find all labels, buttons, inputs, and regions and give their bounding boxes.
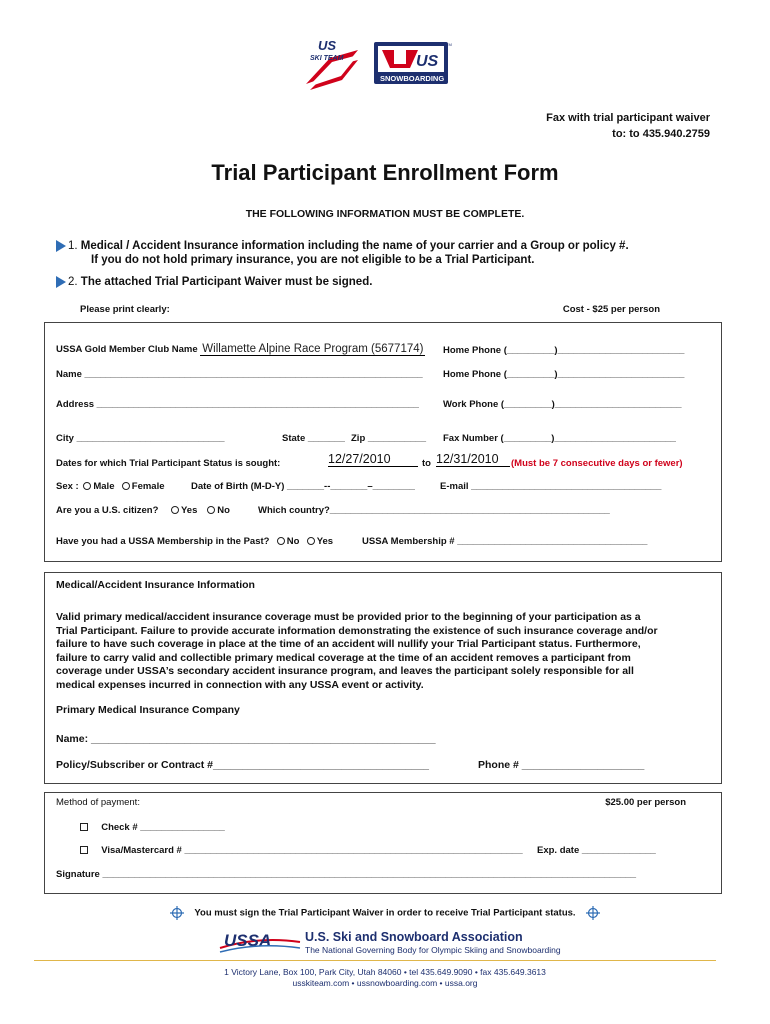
- footer-divider: [34, 960, 716, 961]
- snowboarding-us-text: US: [416, 53, 439, 70]
- footer-tagline: The National Governing Body for Olympic Skiing and Snowboarding: [305, 945, 561, 955]
- requirement-1: [56, 239, 629, 267]
- fax-line-1: Fax with trial participant waiver: [546, 112, 710, 124]
- female-radio[interactable]: [122, 482, 130, 490]
- footer-address: 1 Victory Lane, Box 100, Park City, Utah 84060 • tel 435.649.9090 • fax 435.649.3613: [224, 967, 546, 977]
- visa-checkbox[interactable]: [80, 846, 88, 854]
- insurance-name-field[interactable]: Name: ___________________________________________________________: [56, 733, 436, 745]
- requirement-2: [56, 276, 372, 288]
- insurance-phone-field[interactable]: Phone # _____________________: [478, 759, 645, 771]
- insurance-heading: Medical/Accident Insurance Information: [56, 579, 255, 591]
- citizen-no-radio[interactable]: [207, 506, 215, 514]
- dates-label: Dates for which Trial Participant Status is sought:: [56, 458, 281, 469]
- ussa-logo-text: USSA: [224, 931, 272, 950]
- arrow-icon: [56, 240, 66, 252]
- fax-instructions: [546, 110, 710, 142]
- home-phone-field-2[interactable]: Home Phone (_________)________________________: [443, 369, 685, 380]
- footer-websites: usskiteam.com • ussnowboarding.com • ussa.org: [292, 978, 478, 988]
- must-complete-notice: THE FOLLOWING INFORMATION MUST BE COMPLETE.: [245, 208, 525, 220]
- us-snowboarding-logo: [372, 40, 454, 86]
- date-of-birth-field[interactable]: Date of Birth (M-D-Y) _______--_______–________: [191, 481, 415, 492]
- cost-label: Cost - $25 per person: [562, 304, 660, 315]
- requirement-1-line-1: Medical / Accident Insurance information including the name of your carrier and a Group or policy #.: [80, 240, 629, 252]
- insurance-line-6: medical expenses incurred in connection with any USSA event or activity.: [56, 678, 424, 691]
- zip-field[interactable]: Zip ___________: [351, 433, 427, 444]
- insurance-paragraph: [56, 611, 716, 692]
- which-country-field[interactable]: Which country?_____________________________________________________: [258, 505, 610, 516]
- membership-number-field[interactable]: USSA Membership # ____________________________________: [362, 536, 648, 547]
- date-to-word: to: [422, 458, 431, 469]
- exp-date-field[interactable]: Exp. date ______________: [537, 845, 656, 856]
- name-field[interactable]: Name ________________________________________________________________: [56, 369, 423, 380]
- sex-row: [56, 481, 165, 492]
- insurance-line-2: Trial Participant. Failure to provide accurate information demonstrating the existence of such insurance coverage and/or: [56, 624, 658, 637]
- club-name-label: USSA Gold Member Club Name: [56, 344, 198, 355]
- requirement-2-text: The attached Trial Participant Waiver must be signed.: [80, 276, 373, 289]
- fax-number-field[interactable]: Fax Number (_________)_______________________: [443, 433, 676, 444]
- email-field[interactable]: E-mail ____________________________________: [440, 481, 662, 492]
- payment-amount: $25.00 per person: [605, 797, 686, 808]
- insurance-line-3: failure to have such coverage in place at the time of an accident will nullify your Trial Participant status. Furthermore,: [56, 638, 641, 650]
- club-name-row: [56, 343, 425, 355]
- date-to-field[interactable]: 12/31/2010: [436, 452, 510, 467]
- insurance-line-4: failure to carry valid and collectible primary medical coverage at the time of an accident removes a participant from: [56, 651, 631, 664]
- check-number-field[interactable]: Check # ________________: [101, 822, 225, 833]
- past-yes-radio[interactable]: [307, 537, 315, 545]
- signature-field[interactable]: Signature _____________________________________________________________________________________________________: [56, 869, 637, 880]
- past-no-label: No: [286, 536, 300, 547]
- insurance-line-5: coverage under USSA’s secondary accident insurance program, and leaves the participant solely responsible for all: [56, 665, 634, 677]
- check-checkbox[interactable]: [80, 823, 88, 831]
- policy-number-field[interactable]: Policy/Subscriber or Contract #_____________________________________: [56, 759, 430, 771]
- past-no-radio[interactable]: [277, 537, 285, 545]
- insurance-company-label: Primary Medical Insurance Company: [56, 704, 240, 716]
- citizen-label: Are you a U.S. citizen?: [56, 505, 159, 516]
- sex-label: Sex :: [56, 481, 79, 492]
- citizen-row: [56, 505, 230, 516]
- requirement-1-number: 1.: [68, 240, 78, 252]
- city-field[interactable]: City ____________________________: [56, 433, 225, 444]
- citizen-yes-label: Yes: [180, 505, 198, 516]
- ski-team-us-text: US: [318, 38, 337, 53]
- female-label: Female: [131, 481, 165, 492]
- footer-org-name: U.S. Ski and Snowboard Association: [305, 930, 523, 944]
- compass-icon: [170, 906, 184, 920]
- ski-team-text: SKI TEAM: [310, 55, 344, 62]
- past-membership-label: Have you had a USSA Membership in the Past?: [56, 536, 270, 547]
- insurance-line-1: Valid primary medical/accident insurance coverage must be provided prior to the beginning of your participation as a: [56, 611, 641, 623]
- visa-row: [80, 845, 523, 856]
- club-name-field[interactable]: Willamette Alpine Race Program (5677174): [202, 343, 424, 355]
- date-from-field[interactable]: 12/27/2010: [328, 452, 418, 467]
- payment-method-label: Method of payment:: [56, 797, 140, 808]
- waiver-note: You must sign the Trial Participant Waiver in order to receive Trial Participant status.: [194, 907, 576, 919]
- check-row: [80, 822, 225, 833]
- past-membership-row: [56, 536, 333, 547]
- snowboarding-text: SNOWBOARDING: [380, 74, 445, 83]
- card-number-field[interactable]: Visa/Mastercard # ________________________________________________________________: [101, 845, 523, 856]
- dates-note: (Must be 7 consecutive days or fewer): [511, 458, 683, 469]
- work-phone-field[interactable]: Work Phone (_________)________________________: [443, 399, 682, 410]
- past-yes-label: Yes: [316, 536, 334, 547]
- fax-line-2: to: to 435.940.2759: [612, 128, 710, 140]
- ussa-logo: [218, 928, 302, 956]
- address-field[interactable]: Address _____________________________________________________________: [56, 399, 419, 410]
- tm-mark: TM: [446, 42, 452, 47]
- print-clearly-label: Please print clearly:: [80, 304, 170, 315]
- male-label: Male: [93, 481, 115, 492]
- waiver-note-row: [0, 906, 770, 920]
- state-field[interactable]: State _______: [282, 433, 345, 444]
- arrow-icon: [56, 276, 66, 288]
- requirement-2-number: 2.: [68, 276, 78, 289]
- us-ski-team-logo: [300, 36, 362, 98]
- page-title: Trial Participant Enrollment Form: [211, 160, 559, 185]
- requirement-1-line-2: If you do not hold primary insurance, you are not eligible to be a Trial Participant.: [91, 254, 535, 266]
- compass-icon: [586, 906, 600, 920]
- citizen-no-label: No: [217, 505, 230, 516]
- home-phone-field-1[interactable]: Home Phone (_________)________________________: [443, 345, 685, 356]
- male-radio[interactable]: [83, 482, 91, 490]
- citizen-yes-radio[interactable]: [171, 506, 179, 514]
